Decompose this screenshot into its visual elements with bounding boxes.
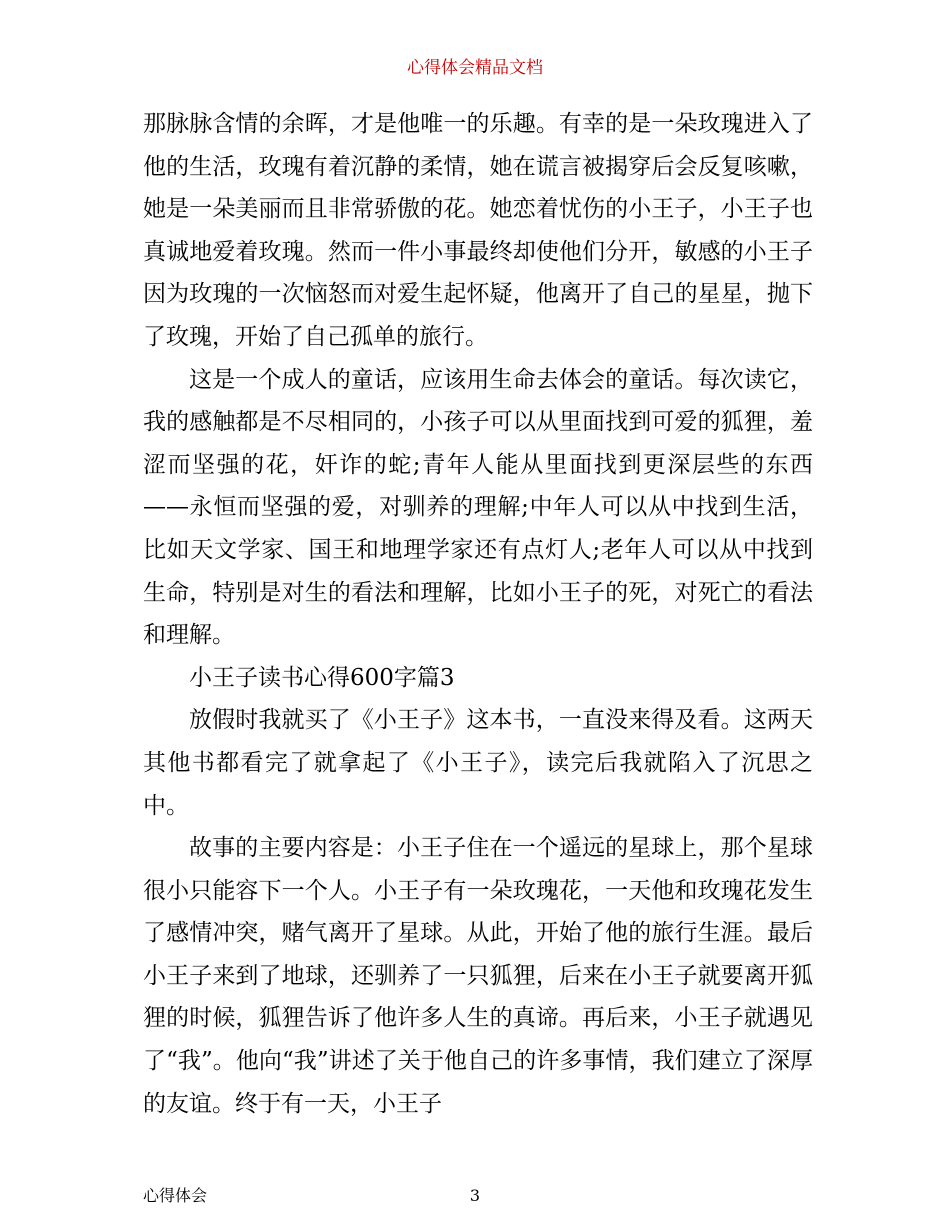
document-body — [143, 103, 813, 1125]
section-heading: 小王子读书心得600字篇3 — [189, 664, 455, 691]
page-header-title: 心得体会精品文档 — [407, 58, 543, 78]
paragraph-4: 故事的主要内容是：小王子住在一个遥远的星球上，那个星球很小只能容下一个人。小王子有一朵玫瑰花，一天他和玫瑰花发生了感情冲突，赌气离开了星球。从此，开始了他的旅行生涯。最后小王子来到了地球，还驯养了一只狐狸，后来在小王子就要离开狐狸的时候，狐狸告诉了他许多人生的真谛。再后来，小王子就遇见了“我”。他向“我”讲述了关于他自己的许多事情，我们建立了深厚的友谊。终于有一天，小王子 — [143, 835, 813, 1117]
paragraph-1: 那脉脉含情的余晖，才是他唯一的乐趣。有幸的是一朵玫瑰进入了他的生活，玫瑰有着沉静的柔情，她在谎言被揭穿后会反复咳嗽，她是一朵美丽而且非常骄傲的花。她恋着忧伤的小王子，小王子也真诚地爱着玫瑰。然而一件小事最终却使他们分开，敏感的小王子因为玫瑰的一次恼怒而对爱生起怀疑，他离开了自己的星星，抛下了玫瑰，开始了自己孤单的旅行。 — [143, 111, 813, 350]
paragraph-2: 这是一个成人的童话，应该用生命去体会的童话。每次读它，我的感触都是不尽相同的，小孩子可以从里面找到可爱的狐狸，羞涩而坚强的花，奸诈的蛇;青年人能从里面找到更深层些的东西——永恒而坚强的爱，对驯养的理解;中年人可以从中找到生活，比如天文学家、国王和地理学家还有点灯人;老年人可以从中找到生命，特别是对生的看法和理解，比如小王子的死，对死亡的看法和理解。 — [143, 366, 813, 649]
page-number: 3 — [469, 1186, 481, 1205]
footer-label: 心得体会 — [143, 1186, 208, 1205]
paragraph-3: 放假时我就买了《小王子》这本书，一直没来得及看。这两天其他书都看完了就拿起了《小王子》，读完后我就陷入了沉思之中。 — [143, 707, 813, 819]
